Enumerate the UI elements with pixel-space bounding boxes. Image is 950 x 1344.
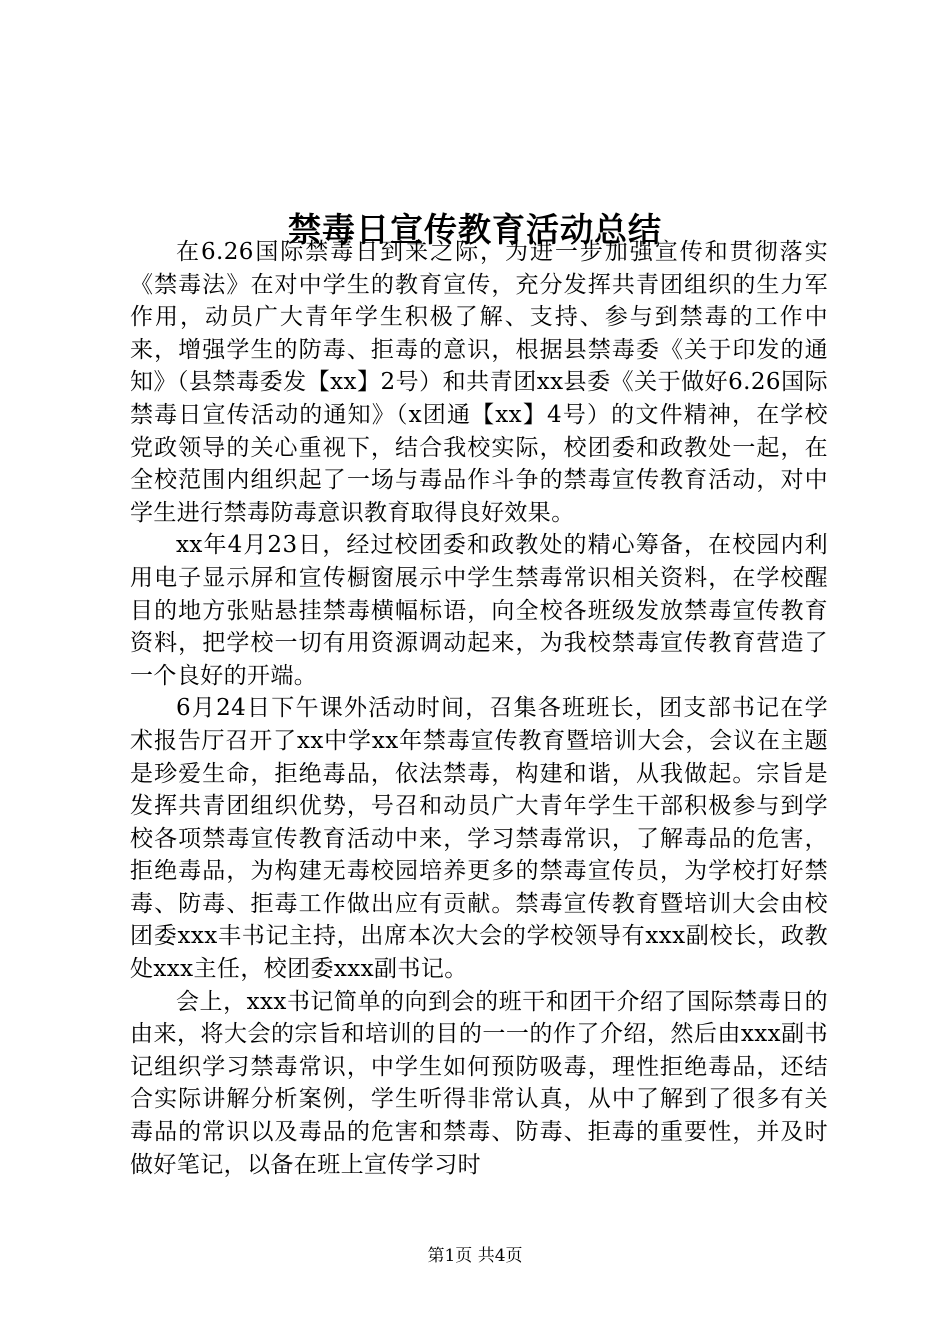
paragraph: 6月24日下午课外活动时间，召集各班班长，团支部书记在学术报告厅召开了xx中学xx年禁毒宣传教育暨培训大会，会议在主题是珍爱生命，拒绝毒品，依法禁毒，构建和谐，从我做起。宗旨是发挥共青团组织优势，号召和动员广大青年学生干部积极参与到学校各项禁毒宣传教育活动中来，学习禁毒常识，了解毒品的危害，拒绝毒品，为构建无毒校园培养更多的禁毒宣传员，为学校打好禁毒、防毒、拒毒工作做出应有贡献。禁毒宣传教育暨培训大会由校团委xxx丰书记主持，出席本次大会的学校领导有xxx副校长，政教处xxx主任，校团委xxx副书记。: [130, 695, 828, 983]
paragraph: 在6.26国际禁毒日到来之际，为进一步加强宣传和贯彻落实《禁毒法》在对中学生的教育宣传，充分发挥共青团组织的生力军作用，动员广大青年学生积极了解、支持、参与到禁毒的工作中来，增强学生的防毒、拒毒的意识，根据县禁毒委《关于印发的通知》（县禁毒委发【xx】2号）和共青团xx县委《关于做好6.26国际禁毒日宣传活动的通知》（x团通【xx】4号）的文件精神，在学校党政领导的关心重视下，结合我校实际，校团委和政教处一起，在全校范围内组织起了一场与毒品作斗争的禁毒宣传教育活动，对中学生进行禁毒防毒意识教育取得良好效果。: [130, 239, 828, 526]
page-footer: 第1页 共4页: [427, 1246, 523, 1266]
paragraph: xx年4月23日，经过校团委和政教处的精心筹备，在校园内利用电子显示屏和宣传橱窗展示中学生禁毒常识相关资料，在学校醒目的地方张贴悬挂禁毒横幅标语，向全校各班级发放禁毒宣传教育资料，把学校一切有用资源调动起来，为我校禁毒宣传教育营造了一个良好的开端。: [130, 532, 828, 689]
document-body: [130, 236, 828, 1181]
paragraph: 会上，xxx书记简单的向到会的班干和团干介绍了国际禁毒日的由来，将大会的宗旨和培训的目的一一的作了介绍，然后由xxx副书记组织学习禁毒常识，中学生如何预防吸毒，理性拒绝毒品，还结合实际讲解分析案例，学生听得非常认真，从中了解到了很多有关毒品的常识以及毒品的危害和禁毒、防毒、拒毒的重要性，并及时做好笔记，以备在班上宣传学习时: [130, 988, 828, 1178]
document-title: 禁毒日宣传教育活动总结: [288, 210, 662, 250]
